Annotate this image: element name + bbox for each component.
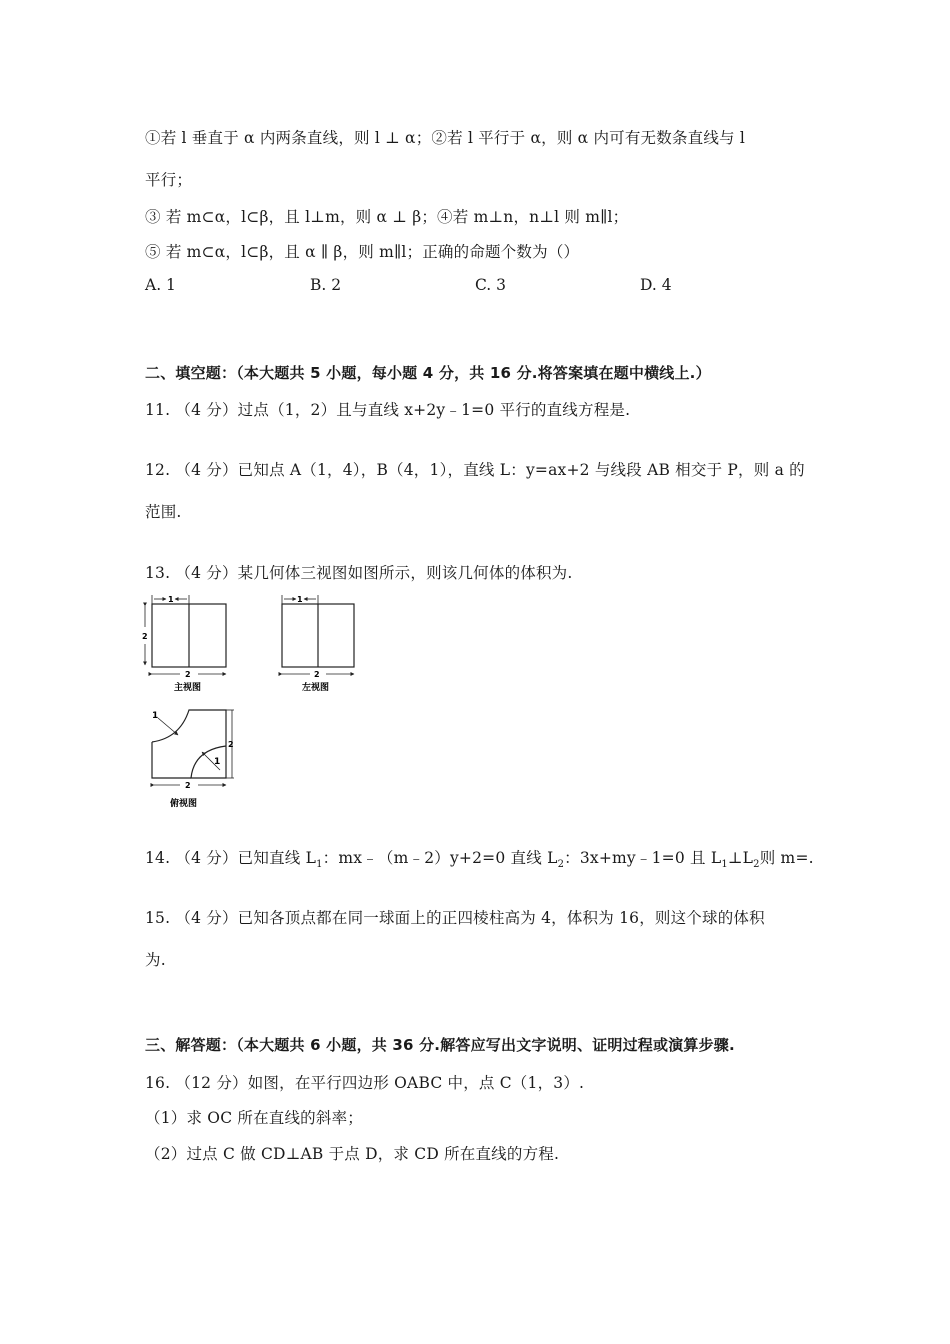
top-view-label: 俯视图: [170, 799, 198, 809]
side-width-dim: 2: [314, 670, 320, 679]
q14-text: [145, 846, 814, 870]
top-radius-label-1: 1: [152, 711, 159, 721]
q14-sub-1: 1: [316, 859, 323, 871]
q10-option-b: B. 2: [310, 276, 342, 294]
front-width-dim: 2: [185, 670, 191, 679]
top-view: [152, 710, 234, 809]
section-2-heading: 二、填空题：（本大题共 5 小题，每小题 4 分，共 16 分.将答案填在题中横线上.）: [145, 364, 711, 382]
side-view-label: 左视图: [302, 683, 330, 693]
q10-option-c: C. 3: [475, 276, 507, 294]
front-top-dim: 1: [168, 595, 174, 604]
q12-line-1: 12. （4 分）已知点 A（1，4），B（4，1），直线 L：y=ax+2 与线段 AB 相交于 P，则 a 的: [145, 461, 805, 479]
q10-statement-2-cont: 平行；: [145, 171, 193, 189]
q10-statement-3-4: ③ 若 m⊂α，l⊂β，且 l⊥m，则 α ⊥ β；④若 m⊥n，n⊥l 则 m∥l；: [145, 208, 629, 226]
q16-part-1: （1）求 OC 所在直线的斜率；: [145, 1109, 363, 1127]
q16-line-1: 16. （12 分）如图，在平行四边形 OABC 中，点 C（1，3）.: [145, 1074, 585, 1092]
q14-mid-2: ：3x+my﹣1=0 且 L: [564, 849, 722, 867]
q16-part-2: （2）过点 C 做 CD⊥AB 于点 D，求 CD 所在直线的方程.: [145, 1145, 560, 1163]
q14-mid-3: ⊥L: [727, 849, 754, 867]
top-width-dim: 2: [185, 781, 191, 790]
side-view: [282, 595, 354, 693]
section-3-heading: 三、解答题：（本大题共 6 小题，共 36 分.解答应写出文字说明、证明过程或演算步骤.: [145, 1036, 735, 1054]
q10-option-d: D. 4: [640, 276, 672, 294]
q10-option-a: A. 1: [145, 276, 176, 294]
q14-sub-4: 2: [753, 859, 760, 871]
q15-line-2: 为.: [145, 951, 166, 969]
front-view-label: 主视图: [174, 683, 202, 693]
q14-prefix: 14. （4 分）已知直线 L: [145, 849, 317, 867]
three-view-figure: [140, 592, 370, 812]
q10-statement-5: ⑤ 若 m⊂α，l⊂β，且 α ∥ β，则 m∥l；正确的命题个数为（）: [145, 243, 580, 261]
top-height-dim: 2: [228, 740, 234, 749]
q12-line-2: 范围.: [145, 503, 182, 521]
q14-sub-2: 2: [557, 859, 565, 871]
front-height-dim: 2: [142, 632, 148, 641]
q14-suffix: 则 m=.: [759, 849, 814, 867]
q15-line-1: 15. （4 分）已知各顶点都在同一球面上的正四棱柱高为 4，体积为 16，则这个球的体积: [145, 909, 765, 927]
q13-text: 13. （4 分）某几何体三视图如图所示，则该几何体的体积为.: [145, 564, 573, 582]
top-radius-label-2: 1: [214, 757, 221, 767]
q14-mid-1: ：mx﹣（m﹣2）y+2=0 直线 L: [322, 849, 558, 867]
q10-statement-1-2: ①若 l 垂直于 α 内两条直线，则 l ⊥ α；②若 l 平行于 α，则 α 内可有无数条直线与 l: [145, 129, 746, 147]
q14-sub-3: 1: [721, 859, 728, 871]
q11-text: 11. （4 分）过点（1，2）且与直线 x+2y﹣1=0 平行的直线方程是.: [145, 401, 631, 419]
side-top-dim: 1: [297, 595, 303, 604]
front-view: [142, 595, 226, 693]
